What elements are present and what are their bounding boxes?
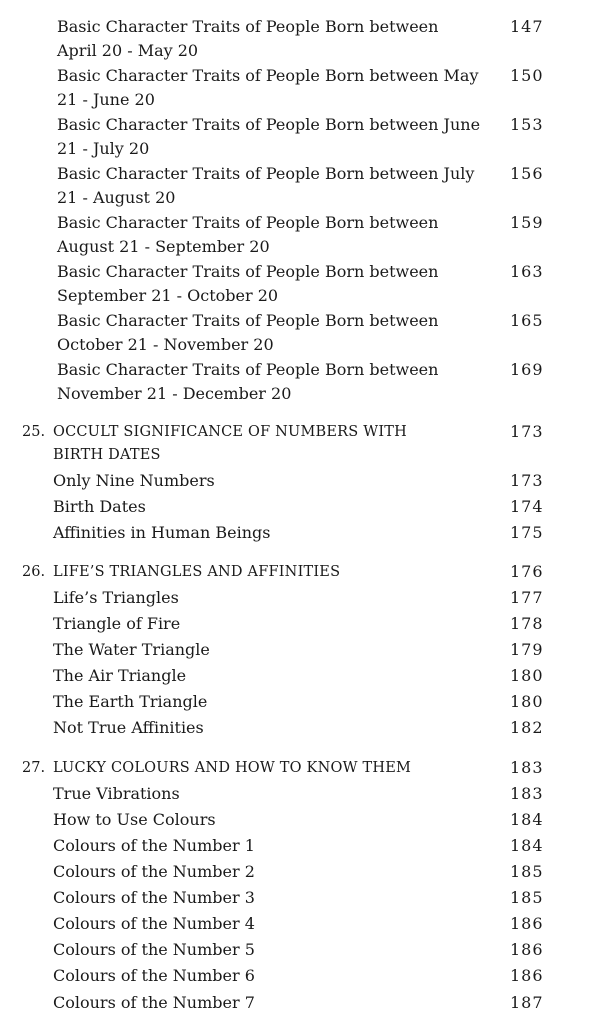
entry-page: 179 bbox=[510, 640, 544, 659]
entry-page: 182 bbox=[510, 718, 544, 737]
chapter-number: 27. bbox=[22, 760, 46, 776]
entry-title-line-2: October 21 - November 20 bbox=[57, 335, 274, 354]
entry-title: Colours of the Number 1 bbox=[53, 836, 255, 855]
entry-title: Colours of the Number 4 bbox=[53, 914, 255, 933]
entry-page: 169 bbox=[510, 360, 544, 379]
entry-page: 163 bbox=[510, 262, 544, 281]
entry-title: Colours of the Number 3 bbox=[53, 888, 255, 907]
entry-title-line-1: Basic Character Traits of People Born between bbox=[57, 360, 439, 379]
entry-title: How to Use Colours bbox=[53, 810, 216, 829]
entry-page: 175 bbox=[510, 523, 544, 542]
entry-page: 185 bbox=[510, 862, 544, 881]
chapter-title: LUCKY COLOURS AND HOW TO KNOW THEM bbox=[53, 760, 412, 776]
entry-page: 153 bbox=[510, 115, 544, 134]
entry-title: Colours of the Number 7 bbox=[53, 993, 255, 1012]
entry-title-line-2: April 20 - May 20 bbox=[57, 41, 199, 60]
entry-title-line-1: Basic Character Traits of People Born between July bbox=[57, 164, 475, 183]
entry-title: Affinities in Human Beings bbox=[53, 523, 271, 542]
entry-title: Colours of the Number 2 bbox=[53, 862, 255, 881]
entry-title-line-2: 21 - June 20 bbox=[57, 90, 155, 109]
entry-title: True Vibrations bbox=[53, 784, 180, 803]
entry-title-line-1: Basic Character Traits of People Born between bbox=[57, 311, 439, 330]
entry-page: 156 bbox=[510, 164, 544, 183]
entry-title: Triangle of Fire bbox=[53, 614, 181, 633]
entry-title: Colours of the Number 6 bbox=[53, 966, 255, 985]
entry-page: 174 bbox=[510, 497, 544, 516]
entry-page: 184 bbox=[510, 836, 544, 855]
entry-title: Birth Dates bbox=[53, 497, 146, 516]
chapter-page: 183 bbox=[510, 758, 544, 777]
entry-title: The Earth Triangle bbox=[53, 692, 208, 711]
entry-title-line-2: November 21 - December 20 bbox=[57, 384, 292, 403]
chapter-page: 176 bbox=[510, 562, 544, 581]
entry-page: 147 bbox=[510, 17, 544, 36]
chapter-title-line-1: OCCULT SIGNIFICANCE OF NUMBERS WITH bbox=[53, 424, 407, 440]
chapter-title: LIFE’S TRIANGLES AND AFFINITIES bbox=[53, 564, 341, 580]
entry-page: 150 bbox=[510, 66, 544, 85]
entry-title-line-2: August 21 - September 20 bbox=[57, 237, 270, 256]
entry-page: 180 bbox=[510, 666, 544, 685]
entry-page: 159 bbox=[510, 213, 544, 232]
entry-page: 173 bbox=[510, 471, 544, 490]
entry-title-line-1: Basic Character Traits of People Born between bbox=[57, 262, 439, 281]
entry-page: 180 bbox=[510, 692, 544, 711]
chapter-title-line-2: BIRTH DATES bbox=[53, 447, 161, 463]
entry-title: Only Nine Numbers bbox=[53, 471, 215, 490]
chapter-number: 26. bbox=[22, 564, 46, 580]
entry-title: Life’s Triangles bbox=[53, 588, 179, 607]
entry-page: 186 bbox=[510, 914, 544, 933]
entry-page: 183 bbox=[510, 784, 544, 803]
entry-title-line-1: Basic Character Traits of People Born between bbox=[57, 213, 439, 232]
entry-title-line-1: Basic Character Traits of People Born between June bbox=[57, 115, 481, 134]
chapter-number: 25. bbox=[22, 424, 46, 440]
entry-page: 184 bbox=[510, 810, 544, 829]
entry-title: The Air Triangle bbox=[53, 666, 187, 685]
entry-page: 165 bbox=[510, 311, 544, 330]
entry-page: 178 bbox=[510, 614, 544, 633]
entry-title-line-2: 21 - August 20 bbox=[57, 188, 176, 207]
entry-page: 186 bbox=[510, 966, 544, 985]
entry-title: Colours of the Number 5 bbox=[53, 940, 255, 959]
entry-title-line-1: Basic Character Traits of People Born between bbox=[57, 17, 439, 36]
entry-page: 187 bbox=[510, 993, 544, 1012]
entry-page: 177 bbox=[510, 588, 544, 607]
chapter-page: 173 bbox=[510, 422, 544, 441]
entry-page: 185 bbox=[510, 888, 544, 907]
entry-page: 186 bbox=[510, 940, 544, 959]
entry-title-line-2: 21 - July 20 bbox=[57, 139, 150, 158]
entry-title-line-2: September 21 - October 20 bbox=[57, 286, 279, 305]
entry-title: The Water Triangle bbox=[53, 640, 210, 659]
entry-title-line-1: Basic Character Traits of People Born between May bbox=[57, 66, 479, 85]
entry-title: Not True Affinities bbox=[53, 718, 204, 737]
